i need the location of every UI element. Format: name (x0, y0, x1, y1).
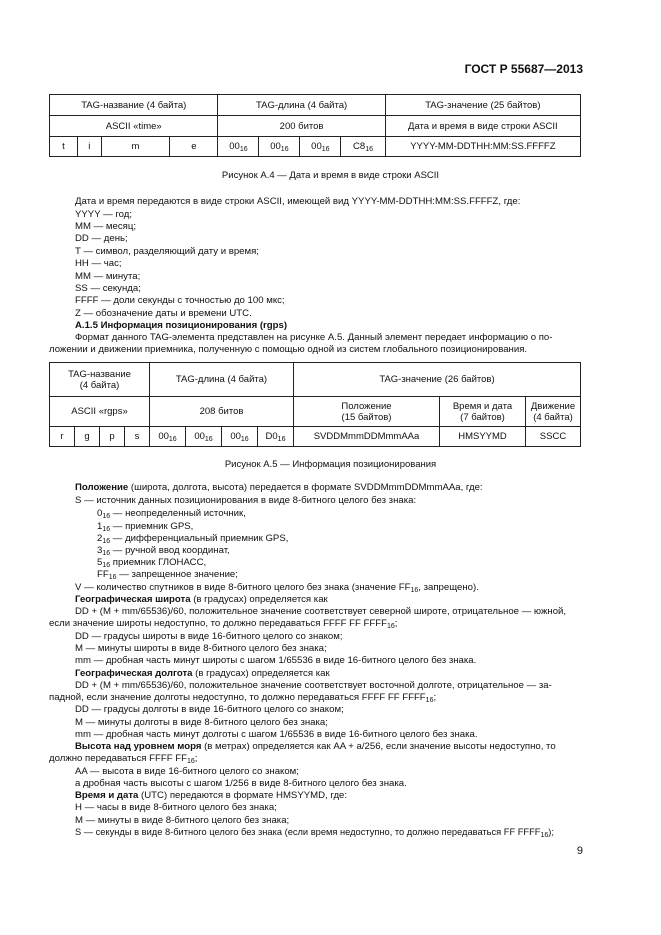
sub-position: Положение (15 байтов) (294, 397, 440, 427)
char-cell: i (77, 137, 101, 157)
tag-value-desc: Дата и время в виде строки ASCII (385, 116, 580, 137)
text-line: mm — дробная часть минут широты с шагом 1/65536 в виде 16-битного целого без знака. (75, 655, 477, 666)
text-line: H — часы в виде 8-битного целого без знака; (75, 802, 277, 813)
text-line: M — минуты долготы в виде 8-битного целого без знака; (75, 717, 328, 728)
text-line: Формат данного TAG-элемента представлен на рисунке А.5. Данный элемент передает информацию о по- (75, 332, 553, 343)
char-cell: p (100, 427, 125, 447)
text-line: S — секунды в виде 8-битного целого без знака (если время недоступно, то должно передаваться FF $FFFF_{16}$); (75, 827, 554, 839)
char-cell: r (50, 427, 75, 447)
text-line: SS — секунда; (75, 283, 141, 294)
char-cell: m (101, 137, 169, 157)
text-line: mm — дробная часть минут долготы с шагом 1/65536 в виде 16-битного целого без знака. (75, 729, 478, 740)
text-line: YYYY — год; (75, 209, 133, 220)
text-line: Высота над уровнем моря (в метрах) определяется как AA + a/256, если значение высоты недоступно, то (75, 741, 556, 752)
len-cell: $00_{16}$ (186, 427, 222, 447)
col-tag-name: TAG-название (4 байта) (50, 363, 150, 397)
col-tag-length: TAG-длина (4 байта) (150, 363, 294, 397)
char-cell: t (50, 137, 78, 157)
char-cell: e (170, 137, 218, 157)
text-line: AA — высота в виде 16-битного целого со знаком; (75, 766, 299, 777)
text-line: M — минуты в виде 8-битного целого без знака; (75, 815, 290, 826)
figure-caption-a5: Рисунок А.5 — Информация позиционирования (224, 459, 437, 470)
value-time: HMSYYMD (440, 427, 526, 447)
text-line: $FF_{16}$ — запрещенное значение; (97, 569, 238, 581)
len-cell: $C8_{16}$ (341, 137, 385, 157)
len-cell: $00_{16}$ (259, 137, 300, 157)
len-cell: $00_{16}$ (300, 137, 341, 157)
text-line: DD — день; (75, 233, 128, 244)
page-number: 9 (576, 845, 583, 857)
len-cell: $00_{16}$ (150, 427, 186, 447)
text-line: V — количество спутников в виде 8-битного целого без знака (значение $FF_{16}$, запрещено). (75, 582, 479, 594)
text-line: Положение (широта, долгота, высота) передается в формате SVDDMmmDDMmmAAa, где: (75, 482, 483, 493)
text-line: $1_{16}$ — приемник GPS, (97, 521, 194, 533)
section-heading: А.1.5 Информация позиционирования (rgps) (75, 320, 288, 331)
table-time-tag (49, 94, 581, 157)
text-line: MM — минута; (75, 271, 141, 282)
text-line: DD + (M + mm/65536)/60, положительное значение соответствует восточной долготе, отрицательное — за- (75, 680, 552, 691)
text-line: DD + (M + mm/65536)/60, положительное значение соответствует северной широте, отрицательное — южной, (75, 606, 567, 617)
col-tag-name: TAG-название (4 байта) (50, 95, 218, 116)
char-cell: g (75, 427, 100, 447)
text-line: падной, если значение долготы недоступно, то должно передаваться FFFF FF $FFFF_{16}$; (49, 692, 437, 704)
text-line: T — символ, разделяющий дату и время; (75, 246, 259, 257)
tag-name-ascii: ASCII «rgps» (50, 397, 150, 427)
text-line: Z — обозначение даты и времени UTC. (75, 308, 252, 319)
text-line: $3_{16}$ — ручной ввод координат, (97, 545, 230, 557)
text-line: MM — месяц; (75, 221, 136, 232)
table-rgps-tag (49, 362, 581, 447)
text-line: FFFF — доли секунды с точностью до 100 мкс; (75, 295, 285, 306)
text-line: $2_{16}$ — дифференциальный приемник GPS, (97, 533, 289, 545)
text-line: ложении и движении приемника, полученную с помощью одной из систем глобального позиционирования. (49, 344, 528, 355)
text-line: DD — градусы широты в виде 16-битного целого со знаком; (75, 631, 343, 642)
text-line: HH — час; (75, 258, 122, 269)
figure-caption-a4: Рисунок А.4 — Дата и время в виде строки ASCII (221, 170, 440, 181)
sub-time-date: Время и дата (7 байтов) (440, 397, 526, 427)
tag-length-bits: 200 битов (218, 116, 385, 137)
text-line: если значение широты недоступно, то должно передаваться FFFF FF $FFFF_{16}$; (49, 618, 398, 630)
value-format: YYYY-MM-DDTHH:MM:SS.FFFFZ (385, 137, 580, 157)
text-line: Дата и время передаются в виде строки ASCII, имеющей вид YYYY-MM-DDTHH:MM:SS.FFFFZ, где: (75, 196, 521, 207)
text-line: должно передаваться FFFF $FF_{16}$; (49, 753, 198, 765)
document-header: ГОСТ Р 55687—2013 (464, 62, 583, 76)
char-cell: s (125, 427, 150, 447)
value-position: SVDDMmmDDMmmAAa (294, 427, 440, 447)
value-motion: SSCC (526, 427, 581, 447)
text-line: a дробная часть высоты с шагом 1/256 в виде 8-битного целого без знака. (75, 778, 407, 789)
text-line: Время и дата (UTC) передаются в формате HMSYYMD, где: (75, 790, 348, 801)
col-tag-length: TAG-длина (4 байта) (218, 95, 385, 116)
len-cell: $00_{16}$ (218, 137, 259, 157)
text-line: Географическая долгота (в градусах) определяется как (75, 668, 330, 679)
text-line: DD — градусы долготы в виде 16-битного целого со знаком; (75, 704, 344, 715)
sub-motion: Движение (4 байта) (526, 397, 581, 427)
text-line: $0_{16}$ — неопределенный источник, (97, 508, 246, 520)
text-line: S — источник данных позиционирования в виде 8-битного целого без знака: (75, 495, 417, 506)
text-line: $5_{16}$ приемник ГЛОНАСС, (97, 557, 207, 569)
len-cell: $00_{16}$ (222, 427, 258, 447)
text-line: Географическая широта (в градусах) определяется как (75, 594, 328, 605)
col-tag-value: TAG-значение (25 байтов) (385, 95, 580, 116)
text-line: M — минуты широты в виде 8-битного целого без знака; (75, 643, 327, 654)
len-cell: $D0_{16}$ (258, 427, 294, 447)
tag-name-ascii: ASCII «time» (50, 116, 218, 137)
tag-length-bits: 208 битов (150, 397, 294, 427)
col-tag-value: TAG-значение (26 байтов) (294, 363, 581, 397)
